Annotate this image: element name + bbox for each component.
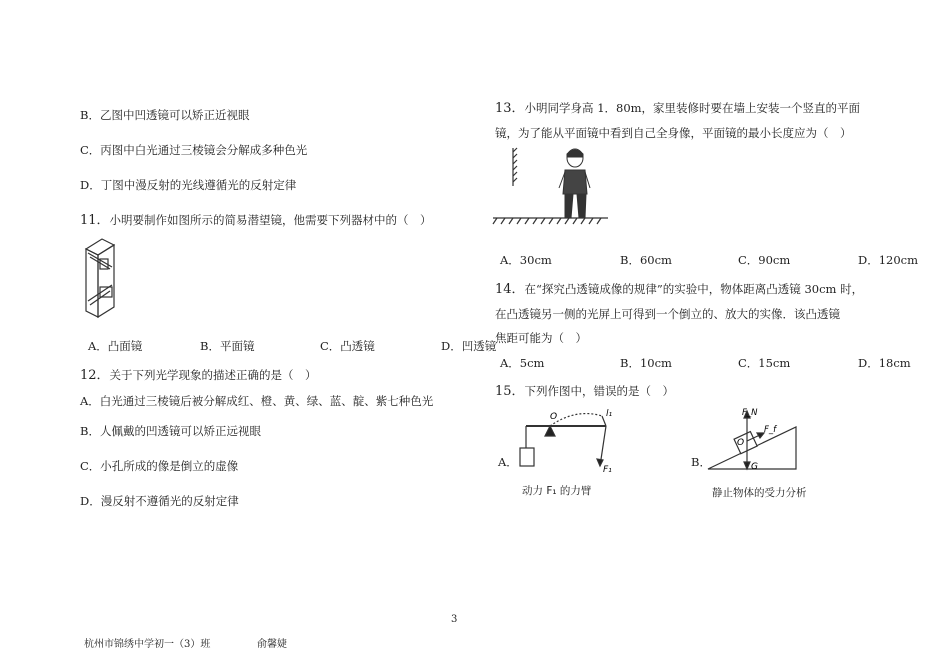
q12-stem — [80, 368, 317, 383]
q14-stem-line1 — [495, 282, 863, 297]
q12-number: 12． — [80, 368, 110, 383]
q13-option-c: C．90cm — [738, 253, 791, 267]
q15-text: 下列作图中，错误的是（ ） — [524, 384, 675, 398]
q14-option-a: A．5cm — [500, 356, 545, 370]
q10-option-d: D．丁图中漫反射的光线遵循光的反射定律 — [80, 178, 297, 192]
q12-option-d: D．漫反射不遵循光的反射定律 — [80, 494, 239, 508]
q12-option-b: B．人佩戴的凹透镜可以矫正远视眼 — [80, 424, 261, 438]
footer-author: 俞馨婕 — [257, 639, 287, 650]
q14-text-1: 在“探究凸透镜成像的规律”的实验中，物体距离凸透镜 30cm 时， — [524, 282, 864, 296]
lever-label-f1: F₁ — [603, 465, 612, 475]
lever-label-l1: l₁ — [606, 409, 613, 419]
incline-label-o: O — [737, 438, 745, 448]
q11-option-c: C．凸透镜 — [320, 339, 375, 353]
q15-number: 15． — [495, 384, 525, 399]
q14-option-c: C．15cm — [738, 356, 791, 370]
q15-stem — [495, 384, 674, 399]
q13-number: 13． — [495, 101, 525, 116]
q15-caption-b: 静止物体的受力分析 — [712, 487, 807, 499]
q13-option-d: D．120cm — [858, 253, 919, 267]
q13-option-b: B．60cm — [620, 253, 672, 267]
q13-text-1: 小明同学身高 1．80m，家里装修时要在墙上安装一个竖直的平面 — [524, 101, 861, 115]
lever-label-o: O — [550, 412, 558, 422]
q12-option-c: C．小孔所成的像是倒立的虚像 — [80, 459, 239, 473]
q14-stem-line2: 在凸透镜另一侧的光屏上可得到一个倒立的、放大的实像．该凸透镜 — [495, 307, 840, 321]
q11-option-d: D．凹透镜 — [441, 339, 497, 353]
q14-option-d: D．18cm — [858, 356, 911, 370]
incline-label-fn: F_N — [742, 408, 758, 418]
q10-option-c: C．丙图中白光通过三棱镜会分解成多种色光 — [80, 143, 308, 157]
incline-label-ff: F_f — [764, 425, 777, 435]
q11-option-a: A．凸面镜 — [88, 339, 143, 353]
q10-option-b: B．乙图中凹透镜可以矫正近视眼 — [80, 108, 250, 122]
lever-figure — [516, 406, 616, 474]
q11-stem — [80, 213, 432, 228]
q11-number: 11． — [80, 213, 110, 228]
q11-option-b: B．平面镜 — [200, 339, 255, 353]
q14-stem-line3: 焦距可能为（ ） — [495, 331, 587, 345]
q14-number: 14． — [495, 282, 525, 297]
q13-option-a: A．30cm — [500, 253, 552, 267]
q13-stem-line1 — [495, 101, 860, 116]
q15-caption-a: 动力 F₁ 的力臂 — [522, 485, 592, 497]
q13-stem-line2: 镜，为了能从平面镜中看到自己全身像，平面镜的最小长度应为（ ） — [495, 126, 852, 140]
incline-label-g: G — [751, 462, 758, 472]
footer-school-class: 杭州市锦绣中学初一（3）班 — [84, 639, 211, 650]
q12-option-a: A．白光通过三棱镜后被分解成红、橙、黄、绿、蓝、靛、紫七种色光 — [80, 394, 434, 408]
q11-text: 小明要制作如图所示的简易潜望镜，他需要下列器材中的（ ） — [109, 213, 432, 227]
page-number: 3 — [451, 614, 458, 625]
mirror-person-figure — [493, 148, 608, 230]
periscope-figure — [80, 235, 130, 320]
q14-option-b: B．10cm — [620, 356, 672, 370]
q15-option-b-label: B． — [691, 455, 711, 469]
q15-option-a-label: A． — [498, 455, 518, 469]
q12-text: 关于下列光学现象的描述正确的是（ ） — [109, 368, 317, 382]
incline-figure — [706, 405, 802, 477]
